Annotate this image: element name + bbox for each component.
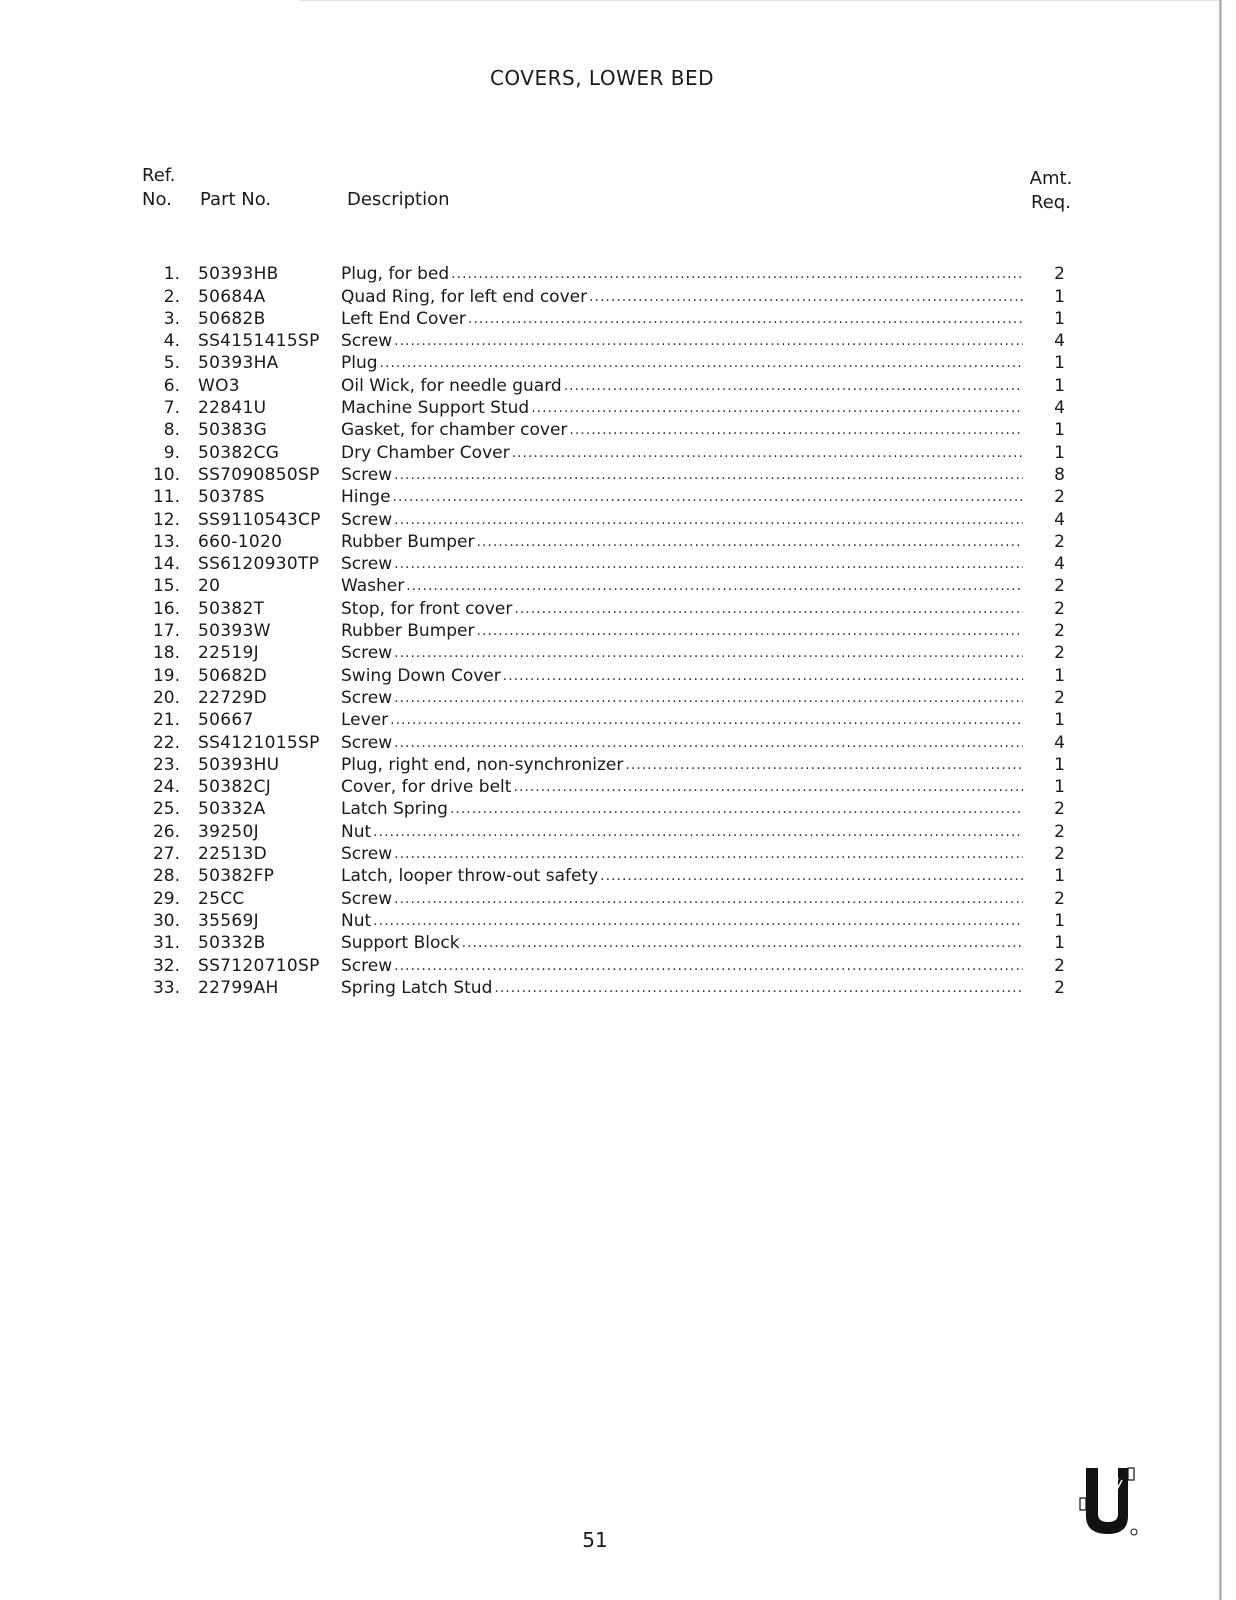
amount-required: 1 [1054,420,1065,441]
ref-number: 18. [152,643,180,664]
ref-number: 2. [163,286,180,307]
parts-row [140,976,1080,998]
dot-leader [373,911,1023,931]
ref-number: 32. [152,955,180,976]
amount-required: 1 [1054,286,1065,307]
parts-row [140,440,1080,462]
ref-number: 3. [163,308,180,329]
u-logo-icon [1078,1464,1138,1536]
parts-row [140,775,1080,797]
part-number: 50383G [198,420,268,441]
amount-required: 1 [1054,910,1065,931]
description: Screw [341,732,393,753]
dot-leader [462,933,1023,953]
ref-number: 14. [152,554,180,575]
parts-row [140,953,1080,975]
description-cell [341,331,1023,351]
amount-required: 1 [1054,710,1065,731]
amount-required: 1 [1054,754,1065,775]
description: Washer [341,576,405,597]
part-number: 660-1020 [198,531,283,552]
amount-required: 4 [1054,398,1065,419]
amount-required: 1 [1054,866,1065,887]
description: Screw [341,888,393,909]
dot-leader [450,799,1023,819]
description: Plug, right end, non-synchronizer [341,754,624,775]
description: Swing Down Cover [341,665,501,686]
parts-row [140,485,1080,507]
parts-row [140,552,1080,574]
description: Spring Latch Stud [341,977,493,998]
parts-row [140,886,1080,908]
part-number: 35569J [198,910,259,931]
description-cell [341,688,1023,708]
ref-number: 11. [152,487,180,508]
amount-required: 2 [1054,487,1065,508]
part-number: 50684A [198,286,266,307]
dot-leader [451,264,1023,284]
amount-required: 2 [1054,799,1065,820]
dot-leader [394,643,1023,663]
amount-required: 4 [1054,554,1065,575]
parts-list [140,262,1080,998]
amount-required: 8 [1054,464,1065,485]
dot-leader [380,353,1023,373]
part-number: SS6120930TP [198,554,320,575]
part-number: 50393HA [198,353,279,374]
amount-required: 1 [1054,353,1065,374]
description: Hinge [341,487,391,508]
part-number: WO3 [198,375,240,396]
description: Screw [341,955,393,976]
part-number: SS4121015SP [198,732,320,753]
dot-leader [625,755,1023,775]
amount-required: 2 [1054,977,1065,998]
description: Screw [341,554,393,575]
part-number: 50382CG [198,442,280,463]
description: Dry Chamber Cover [341,442,510,463]
amount-required: 2 [1054,844,1065,865]
description: Plug, for bed [341,264,450,285]
part-number: 50682D [198,665,267,686]
dot-leader [514,599,1023,619]
ref-number: 17. [152,621,180,642]
dot-leader [512,443,1023,463]
page-number: 51 [582,1528,608,1552]
description-cell [341,487,1023,507]
ref-number: 19. [152,665,180,686]
amount-required: 2 [1054,621,1065,642]
ref-number: 4. [163,331,180,352]
description-cell [341,956,1023,976]
description-cell [341,844,1023,864]
amount-required: 2 [1054,821,1065,842]
amount-required: 1 [1054,933,1065,954]
description-cell [341,264,1023,284]
description-cell [341,443,1023,463]
amount-required: 2 [1054,687,1065,708]
description-cell [341,287,1023,307]
dot-leader [494,978,1023,998]
parts-row [140,574,1080,596]
parts-row [140,708,1080,730]
ref-number: 28. [152,866,180,887]
dot-leader [600,866,1023,886]
amount-required: 1 [1054,375,1065,396]
part-number: 22841U [198,398,267,419]
ref-number: 29. [152,888,180,909]
description: Screw [341,509,393,530]
part-number: 50382T [198,598,265,619]
ref-number: 22. [152,732,180,753]
header-amt-line1: Amt. [1029,168,1073,189]
part-number: SS4151415SP [198,331,320,352]
part-number: SS7120710SP [198,955,320,976]
scan-top-edge [300,0,1220,1]
ref-number: 10. [152,464,180,485]
description-cell [341,309,1023,329]
description: Stop, for front cover [341,598,513,619]
amount-required: 2 [1054,955,1065,976]
dot-leader [589,287,1023,307]
dot-leader [394,844,1023,864]
header-amt-req [1026,167,1076,215]
amount-required: 4 [1054,732,1065,753]
description-cell [341,889,1023,909]
part-number: SS7090850SP [198,464,320,485]
description-cell [341,978,1023,998]
dot-leader [373,822,1023,842]
amount-required: 4 [1054,509,1065,530]
description-cell [341,376,1023,396]
dot-leader [477,532,1024,552]
header-ref-line1: Ref. [142,165,176,186]
part-number: 22799AH [198,977,279,998]
header-amt-line2: Req. [1031,192,1071,213]
parts-row [140,730,1080,752]
description: Screw [341,643,393,664]
description-cell [341,621,1023,641]
dot-leader [531,398,1023,418]
dot-leader [394,889,1023,909]
ref-number: 6. [163,375,180,396]
amount-required: 2 [1054,264,1065,285]
amount-required: 2 [1054,598,1065,619]
part-number: 50393W [198,621,271,642]
ref-number: 13. [152,531,180,552]
description: Oil Wick, for needle guard [341,375,562,396]
ref-number: 8. [163,420,180,441]
description: Latch, looper throw-out safety [341,866,599,887]
dot-leader [390,710,1023,730]
amount-required: 1 [1054,308,1065,329]
ref-number: 5. [163,353,180,374]
part-number: 50682B [198,308,266,329]
amount-required: 1 [1054,777,1065,798]
description-cell [341,777,1023,797]
ref-number: 9. [163,442,180,463]
ref-number: 21. [152,710,180,731]
parts-row [140,797,1080,819]
ref-number: 23. [152,754,180,775]
dot-leader [468,309,1023,329]
amount-required: 1 [1054,442,1065,463]
part-number: 20 [198,576,221,597]
ref-number: 12. [152,509,180,530]
dot-leader [394,956,1023,976]
ref-number: 31. [152,933,180,954]
parts-row [140,596,1080,618]
description-cell [341,933,1023,953]
description: Latch Spring [341,799,448,820]
description-cell [341,353,1023,373]
page-title: COVERS, LOWER BED [489,66,715,90]
dot-leader [394,331,1023,351]
part-number: 39250J [198,821,259,842]
part-number: 50332A [198,799,266,820]
ref-number: 24. [152,777,180,798]
amount-required: 1 [1054,665,1065,686]
parts-row [140,530,1080,552]
description-cell [341,733,1023,753]
description-cell [341,666,1023,686]
parts-row [140,418,1080,440]
description: Gasket, for chamber cover [341,420,568,441]
part-number: 22729D [198,687,267,708]
amount-required: 2 [1054,888,1065,909]
ref-number: 27. [152,844,180,865]
parts-row [140,396,1080,418]
part-number: 50393HB [198,264,279,285]
part-number: 50382FP [198,866,275,887]
description: Cover, for drive belt [341,777,512,798]
part-number: 22513D [198,844,267,865]
description: Screw [341,331,393,352]
description: Nut [341,821,372,842]
amount-required: 2 [1054,643,1065,664]
parts-row [140,262,1080,284]
part-number: 22519J [198,643,259,664]
description-cell [341,532,1023,552]
amount-required: 4 [1054,331,1065,352]
part-number: 50332B [198,933,266,954]
ref-number: 30. [152,910,180,931]
parts-row [140,463,1080,485]
parts-row [140,507,1080,529]
amount-required: 2 [1054,531,1065,552]
dot-leader [569,420,1023,440]
description: Rubber Bumper [341,621,475,642]
parts-row [140,909,1080,931]
dot-leader [394,733,1023,753]
description: Rubber Bumper [341,531,475,552]
parts-row [140,819,1080,841]
part-number: SS9110543CP [198,509,321,530]
parts-row [140,663,1080,685]
dot-leader [393,487,1023,507]
part-number: 50667 [198,710,254,731]
dot-leader [564,376,1023,396]
description-cell [341,799,1023,819]
dot-leader [394,465,1023,485]
description: Left End Cover [341,308,466,329]
description-cell [341,710,1023,730]
header-ref-no [142,164,192,212]
description-cell [341,420,1023,440]
ref-number: 16. [152,598,180,619]
parts-row [140,307,1080,329]
description: Quad Ring, for left end cover [341,286,588,307]
parts-row [140,329,1080,351]
scan-right-edge [1219,0,1222,1600]
description-cell [341,398,1023,418]
amount-required: 2 [1054,576,1065,597]
parts-row [140,284,1080,306]
description-cell [341,822,1023,842]
parts-row [140,373,1080,395]
parts-row [140,842,1080,864]
description-cell [341,866,1023,886]
parts-row [140,351,1080,373]
description-cell [341,465,1023,485]
parts-row [140,686,1080,708]
description: Support Block [341,933,460,954]
dot-leader [477,621,1024,641]
dot-leader [513,777,1023,797]
part-number: 50393HU [198,754,280,775]
ref-number: 15. [152,576,180,597]
description-cell [341,643,1023,663]
dot-leader [394,510,1023,530]
parts-row [140,641,1080,663]
description: Lever [341,710,389,731]
header-part-no: Part No. [200,189,272,210]
description-cell [341,911,1023,931]
description: Nut [341,910,372,931]
description-cell [341,576,1023,596]
description-cell [341,755,1023,775]
header-description: Description [347,189,450,210]
description: Machine Support Stud [341,398,530,419]
part-number: 25CC [198,888,245,909]
parts-row [140,864,1080,886]
dot-leader [406,576,1023,596]
part-number: 50378S [198,487,265,508]
dot-leader [503,666,1023,686]
part-number: 50382CJ [198,777,272,798]
ref-number: 7. [163,398,180,419]
description: Screw [341,464,393,485]
ref-number: 33. [152,977,180,998]
description-cell [341,599,1023,619]
parts-row [140,619,1080,641]
ref-number: 1. [163,264,180,285]
description: Screw [341,844,393,865]
ref-number: 25. [152,799,180,820]
dot-leader [394,554,1023,574]
parts-row [140,753,1080,775]
dot-leader [394,688,1023,708]
ref-number: 26. [152,821,180,842]
header-ref-line2: No. [142,189,172,210]
description-cell [341,554,1023,574]
description: Screw [341,687,393,708]
ref-number: 20. [152,687,180,708]
description: Plug [341,353,378,374]
parts-row [140,931,1080,953]
description-cell [341,510,1023,530]
